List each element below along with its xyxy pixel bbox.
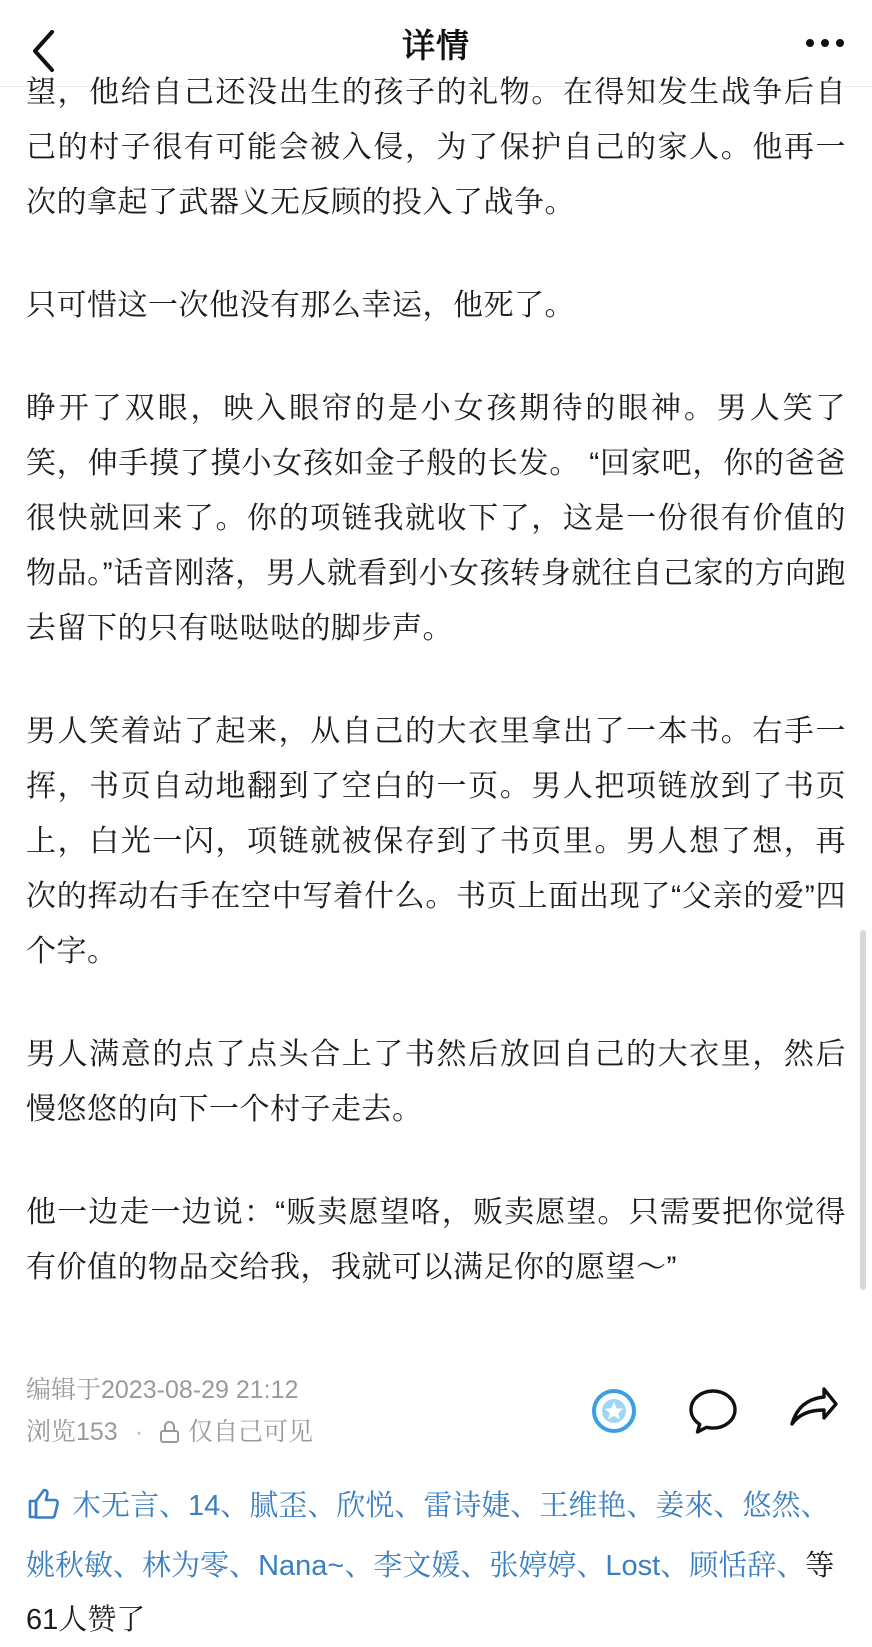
meta-actions xyxy=(588,1384,846,1438)
liker-name[interactable]: 欣悦 xyxy=(336,1490,395,1522)
view-count: 浏览153 xyxy=(26,1418,118,1446)
liker-separator: 、 xyxy=(220,1490,250,1522)
liker-separator: 、 xyxy=(159,1490,189,1522)
more-options-icon[interactable] xyxy=(806,39,844,47)
likes-names[interactable] xyxy=(26,1490,830,1582)
liker-name[interactable]: 14 xyxy=(188,1490,221,1522)
likes-count-label: 等61人赞了 xyxy=(26,1550,835,1636)
liker-name[interactable]: 悠然 xyxy=(742,1490,801,1522)
meta-separator: · xyxy=(134,1418,144,1446)
liker-separator: 、 xyxy=(660,1550,690,1582)
page-title: 详情 xyxy=(402,26,470,64)
liker-separator: 、 xyxy=(713,1490,743,1522)
liker-separator: 、 xyxy=(229,1550,259,1582)
liker-name[interactable]: Lost xyxy=(605,1550,661,1582)
article-paragraph: 只可惜这一次他没有那么幸运，他死了。 xyxy=(26,289,575,322)
visibility-row xyxy=(26,1411,313,1453)
liker-separator: 、 xyxy=(113,1550,143,1582)
article-paragraph: 男人笑着站了起来，从自己的大衣里拿出了一本书。右手一挥，书页自动地翻到了空白的一页。男人把项链放到了书页上，白光一闪，项链就被保存到了书页里。男人想了想，再次的挥动右手在空中写着什么。书页上面出现了“父亲的爱”四个字。 xyxy=(26,715,846,968)
liker-name[interactable]: 王维艳 xyxy=(539,1490,627,1522)
liker-separator: 、 xyxy=(800,1490,830,1522)
liker-separator: 、 xyxy=(576,1550,606,1582)
back-chevron-icon[interactable] xyxy=(30,28,60,58)
vertical-scrollbar[interactable] xyxy=(860,930,866,1290)
share-icon[interactable] xyxy=(786,1384,840,1438)
article-meta xyxy=(0,1369,872,1453)
liker-separator: 、 xyxy=(510,1490,540,1522)
liker-name[interactable]: 林为零 xyxy=(142,1550,230,1582)
likes-row xyxy=(0,1479,872,1647)
liker-name[interactable]: 姜來 xyxy=(655,1490,714,1522)
comment-icon[interactable] xyxy=(686,1384,740,1438)
liker-name[interactable]: 顾恬辞 xyxy=(689,1550,777,1582)
visibility-label: 仅自己可见 xyxy=(188,1418,314,1446)
thumbs-up-icon[interactable] xyxy=(26,1485,60,1539)
liker-name[interactable]: 腻歪 xyxy=(249,1490,308,1522)
liker-separator: 、 xyxy=(394,1490,424,1522)
meta-info xyxy=(26,1369,313,1453)
article-paragraph: 睁开了双眼，映入眼帘的是小女孩期待的眼神。男人笑了笑，伸手摸了摸小女孩如金子般的长发。 “回家吧，你的爸爸很快就回来了。你的项链我就收下了，这是一份很有价值的物品。”话音刚落，男人就看到小女孩转身就往自己家的方向跑去留下的只有哒哒哒的脚步声。 xyxy=(26,392,846,645)
liker-name[interactable]: Nana~ xyxy=(258,1550,345,1582)
liker-separator: 、 xyxy=(776,1550,806,1582)
liker-separator: 、 xyxy=(307,1490,337,1522)
liker-separator: 、 xyxy=(626,1490,656,1522)
liker-separator: 、 xyxy=(460,1550,490,1582)
liker-name[interactable]: 张婷婷 xyxy=(489,1550,577,1582)
reward-icon[interactable] xyxy=(588,1385,640,1437)
article-paragraph: 他一边走一边说：“贩卖愿望咯，贩卖愿望。只需要把你觉得有价值的物品交给我，我就可以满足你的愿望～” xyxy=(26,1196,846,1284)
liker-separator: 、 xyxy=(344,1550,374,1582)
liker-name[interactable]: 木无言 xyxy=(72,1490,160,1522)
liker-name[interactable]: 姚秋敏 xyxy=(26,1550,114,1582)
liker-name[interactable]: 李文媛 xyxy=(373,1550,461,1582)
article-content xyxy=(0,65,872,1295)
article-paragraph: 望，他给自己还没出生的孩子的礼物。在得知发生战争后自己的村子很有可能会被入侵，为了保护自己的家人。他再一次的拿起了武器义无反顾的投入了战争。 xyxy=(26,76,846,219)
lock-icon xyxy=(160,1421,179,1443)
article-paragraph: 男人满意的点了点头合上了书然后放回自己的大衣里，然后慢悠悠的向下一个村子走去。 xyxy=(26,1038,846,1126)
liker-name[interactable]: 雷诗婕 xyxy=(423,1490,511,1522)
edited-timestamp: 编辑于2023-08-29 21:12 xyxy=(26,1376,299,1404)
